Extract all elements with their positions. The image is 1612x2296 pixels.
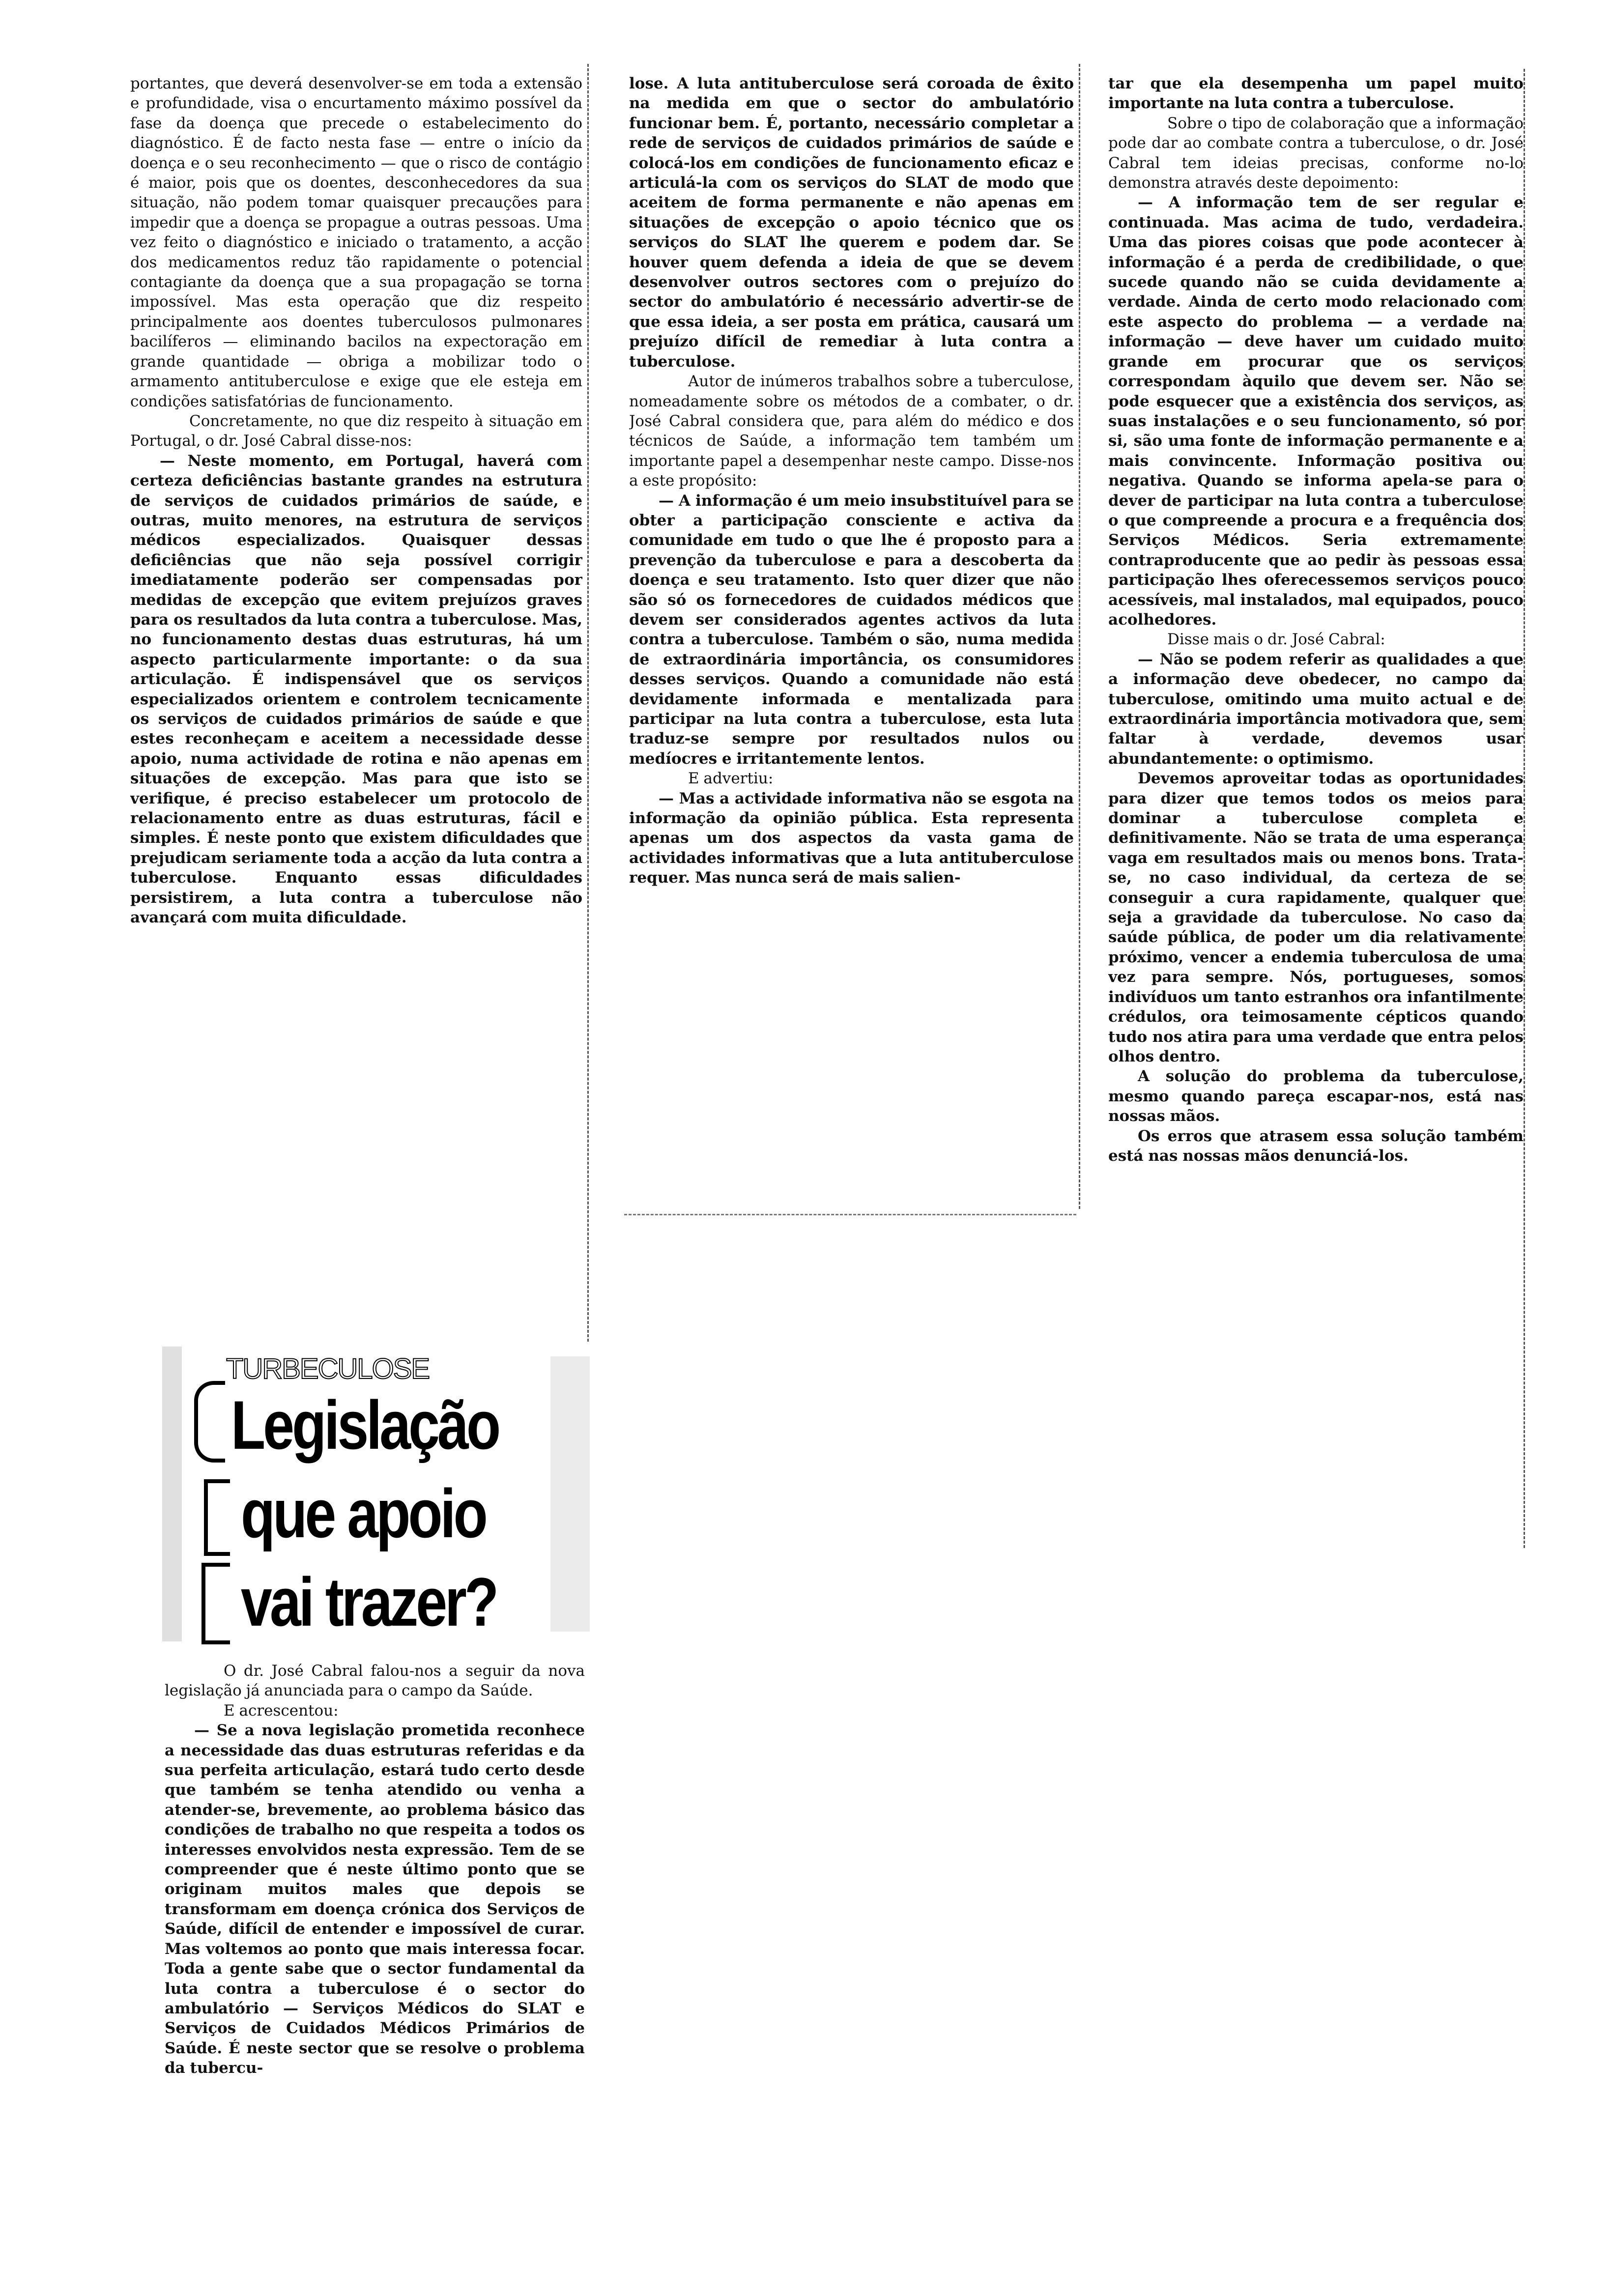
paragraph: Concretamente, no que diz respeito à situação em Portugal, o dr. José Cabral disse-nos:: [130, 412, 582, 450]
scan-smear: [550, 1356, 590, 1632]
article-column-1-bottom: [165, 1661, 585, 2241]
paragraph: tar que ela desempenha um papel muito importante na luta contra a tuberculose.: [1108, 75, 1524, 113]
column-divider: [587, 64, 589, 1342]
column-divider: [1079, 64, 1080, 1209]
headline-line-1: Legislação: [231, 1386, 499, 1464]
paragraph: Sobre o tipo de colaboração que a informação pode dar ao combate contra a tuberculose, o dr. José Cabral tem ideias precisas, conforme no-lo demonstra através deste depoimento:: [1108, 114, 1524, 192]
paragraph: O dr. José Cabral falou-nos a seguir da nova legislação já anunciada para o campo da Saúde.: [165, 1662, 585, 1700]
decorative-bracket: [194, 1381, 225, 1463]
quote-paragraph: A solução do problema da tuberculose, mesmo quando pareça escapar-nos, está nas nossas mãos.: [1108, 1067, 1524, 1125]
quote-paragraph: — A informação tem de ser regular e continuada. Mas acima de tudo, verdadeira. Uma das piores coisas que pode acontecer à informação é a perda de credibilidade, o que sucede quando não se cuida devidamente a verdade. Ainda de certo modo relacionado com este aspecto do problema — a verdade na informação — deve haver um cuidado muito grande em procurar que os serviços correspondam àquilo que devem ser. Não se pode esquecer que a existência dos serviços, as suas instalações e o seu funcionamento, só por si, são uma fonte de informação permanente e a mais convincente. Informação positiva ou negativa. Quando se informa apela-se para o dever de participar na luta contra a tuberculose o que compreende a procura e a frequência dos Serviços Médicos. Seria extremamente contraproducente que ao pedir às pessoas essa participação lhes oferecessemos serviços pouco acessíveis, mal instalados, mal equipados, pouco acolhedores.: [1108, 194, 1524, 629]
paragraph: E acrescentou:: [224, 1701, 339, 1720]
scan-artifact: [624, 1214, 1076, 1215]
paragraph: Disse mais o dr. José Cabral:: [1167, 631, 1385, 649]
section-kicker: TURBECULOSE: [226, 1353, 430, 1385]
paragraph: E advertiu:: [688, 770, 774, 788]
quote-paragraph: — Mas a actividade informativa não se esgota na informação da opinião pública. Esta representa apenas um dos aspectos da vasta gama de actividades informativas que a luta antituberculose requer. Mas nunca será de mais salien-: [629, 789, 1074, 887]
quote-paragraph: — Não se podem referir as qualidades a que a informação deve obedecer, no campo da tuberculose, omitindo uma muito actual e de extraordinária importância motivadora que, sem faltar à verdade, devemos usar abundantemente: o optimismo.: [1108, 650, 1524, 768]
quote-paragraph: Os erros que atrasem essa solução também está nas nossas mãos denunciá-los.: [1108, 1127, 1524, 1165]
scan-smear: [162, 1347, 182, 1641]
headline-line-3: vai trazer?: [241, 1563, 497, 1640]
paragraph: portantes, que deverá desenvolver-se em toda a extensão e profundidade, visa o encurtamento máximo possível da fase da doença que precede o estabelecimento do diagnóstico. É de facto nesta fase — entre o início da doença e o seu reconhecimento — que o risco de contágio é maior, pois que os doentes, desconhecedores da sua situação, não podem tomar quaisquer precauções para impedir que a doença se propague a outras pessoas. Uma vez feito o diagnóstico e iniciado o tratamento, a acção dos medicamentos reduz tão rapidamente o potencial contagiante da doença que a sua propagação se torna impossível. Mas esta operação que diz respeito principalmente aos doentes tuberculosos pulmonares bacilíferos — eliminando bacilos na expectoração em grande quantidade — obriga a mobilizar todo o armamento antituberculose e exige que ele esteja em condições satisfatórias de funcionamento.: [130, 75, 582, 410]
decorative-bracket: [202, 1563, 230, 1644]
page-edge-mark: [1524, 69, 1525, 1548]
quote-paragraph: — Neste momento, em Portugal, haverá com certeza deficiências bastante grandes na estrutura de serviços de cuidados primários de saúde, e outras, muito menores, na estrutura de serviços médicos especializados. Quaisquer dessas deficiências que não seja possível corrigir imediatamente poderão ser compensadas por medidas de excepção que evitem prejuízos graves para os resultados da luta contra a tuberculose. Mas, no funcionamento destas duas estruturas, há um aspecto particularmente importante: o da sua articulação. É indispensável que os serviços especializados orientem e controlem tecnicamente os serviços de cuidados primários de saúde e que estes reconheçam e aceitem a necessidade desse apoio, numa actividade de rotina e não apenas em situações de excepção. Mas para que isto se verifique, é preciso estabelecer um protocolo de relacionamento entre as duas estruturas, fácil e simples. É neste ponto que existem dificuldades que prejudicam seriamente toda a acção da luta contra a tuberculose. Enquanto essas dificuldades persistirem, a luta contra a tuberculose não avançará com muita dificuldade.: [130, 452, 582, 927]
quote-paragraph: Devemos aproveitar todas as oportunidades para dizer que temos todos os meios para dominar a tuberculose completa e definitivamente. Não se trata de uma esperança vaga em resultados mais ou menos bons. Trata-se, no caso individual, da certeza de se conseguir a cura rapidamente, qualquer que seja a gravidade da tuberculose. No caso da saúde pública, de poder um dia relativamente próximo, vencer a endemia tuberculosa de uma vez para sempre. Nós, portugueses, somos indivíduos um tanto estranhos ora infantilmente crédulos, ora teimosamente cépticos quando tudo nos atira para uma verdade que entra pelos olhos dentro.: [1108, 770, 1524, 1065]
paragraph: lose. A luta antituberculose será coroada de êxito na medida em que o sector do ambulatório funcionar bem. É, portanto, necessário completar a rede de serviços de cuidados primários de saúde e colocá-los em condições de funcionamento eficaz e articulá-la com os serviços do SLAT de modo que aceitem de forma permanente e não apenas em situações de excepção o apoio técnico que os serviços do SLAT lhe querem e podem dar. Se houver quem defenda a ideia de que se devem desenvolver outros sectores com o prejuízo do sector do ambulatório é necessário advertir-se de que essa ideia, a ser posta em prática, causará um prejuízo difícil de remediar à luta contra a tuberculose.: [629, 75, 1074, 371]
decorative-bracket: [204, 1479, 230, 1556]
quote-paragraph: — A informação é um meio insubstituível para se obter a participação consciente e activa da comunidade em tudo o que lhe é proposto para a prevenção da tuberculose e para a descoberta da doença e seu tratamento. Isto quer dizer que não são só os fornecedores de cuidados médicos que devem ser considerados agentes activos da luta contra a tuberculose. Também o são, numa medida de extraordinária importância, os consumidores desses serviços. Quando a comunidade não está devidamente informada e mentalizada para participar na luta contra a tuberculose, esta luta traduz-se sempre por resultados nulos ou medíocres e irritantemente lentos.: [629, 491, 1074, 768]
headline-line-2: que apoio: [241, 1475, 486, 1552]
article-column-1-top: [130, 74, 582, 1349]
headline-block: [162, 1347, 595, 1651]
article-column-2: [629, 74, 1074, 1209]
quote-paragraph: — Se a nova legislação prometida reconhece a necessidade das duas estruturas referidas e da sua perfeita articulação, estará tudo certo desde que também se tenha atendido ou venha a atender-se, brevemente, ao problema básico das condições de trabalho no que respeita a todos os interesses envolvidos nesta expressão. Tem de se compreender que é neste último ponto que se originam muitos males que depois se transformam em doença crónica dos Serviços de Saúde, difícil de entender e impossível de curar. Mas voltemos ao ponto que mais interessa focar. Toda a gente sabe que o sector fundamental da luta contra a tuberculose é o sector do ambulatório — Serviços Médicos do SLAT e Serviços de Cuidados Médicos Primários de Saúde. É neste sector que se resolve o problema da tubercu-: [165, 1722, 585, 2077]
paragraph: Autor de inúmeros trabalhos sobre a tuberculose, nomeadamente sobre os métodos de a combater, o dr. José Cabral considera que, para além do médico e dos técnicos de Saúde, a informação tem também um importante papel a desempenhar neste campo. Disse-nos a este propósito:: [629, 373, 1074, 490]
article-column-3: [1108, 74, 1524, 1538]
